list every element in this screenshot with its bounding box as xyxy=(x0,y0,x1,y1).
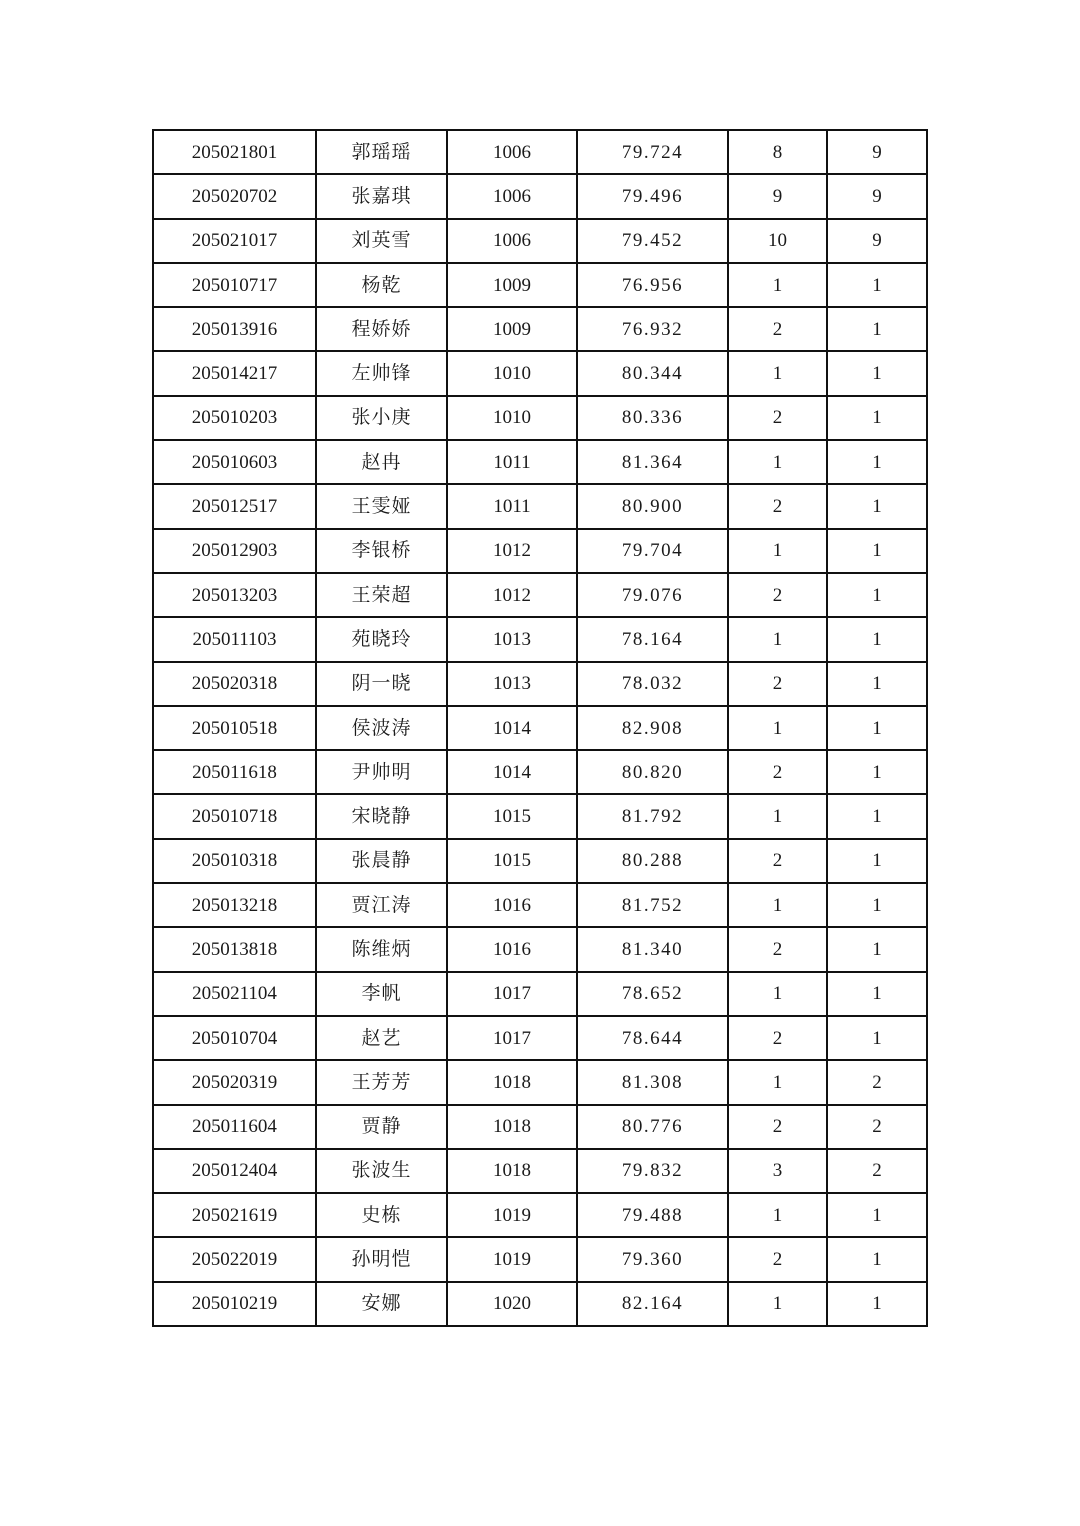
quota-cell: 1 xyxy=(827,1016,927,1060)
quota-cell: 1 xyxy=(827,529,927,573)
candidate-id-cell: 205021104 xyxy=(153,972,316,1016)
table-row xyxy=(153,573,927,617)
quota-cell: 1 xyxy=(827,617,927,661)
candidate-name-cell: 苑晓玲 xyxy=(316,617,447,661)
candidate-name-cell: 张嘉琪 xyxy=(316,174,447,218)
score-cell: 76.932 xyxy=(577,307,728,351)
table-row xyxy=(153,927,927,971)
position-code-cell: 1020 xyxy=(447,1282,577,1326)
candidate-id-cell: 205010704 xyxy=(153,1016,316,1060)
table-row xyxy=(153,351,927,395)
rank-cell: 1 xyxy=(728,794,827,838)
score-cell: 80.820 xyxy=(577,750,728,794)
rank-cell: 1 xyxy=(728,529,827,573)
candidate-name-cell: 贾静 xyxy=(316,1105,447,1149)
score-cell: 79.452 xyxy=(577,219,728,263)
candidate-id-cell: 205011103 xyxy=(153,617,316,661)
table-row xyxy=(153,396,927,440)
position-code-cell: 1006 xyxy=(447,174,577,218)
candidate-id-cell: 205013916 xyxy=(153,307,316,351)
table-row xyxy=(153,794,927,838)
score-cell: 80.900 xyxy=(577,484,728,528)
candidate-name-cell: 阴一晓 xyxy=(316,662,447,706)
position-code-cell: 1018 xyxy=(447,1149,577,1193)
quota-cell: 1 xyxy=(827,263,927,307)
rank-cell: 1 xyxy=(728,1193,827,1237)
score-cell: 82.164 xyxy=(577,1282,728,1326)
position-code-cell: 1010 xyxy=(447,396,577,440)
quota-cell: 1 xyxy=(827,307,927,351)
candidate-name-cell: 安娜 xyxy=(316,1282,447,1326)
score-cell: 82.908 xyxy=(577,706,728,750)
rank-cell: 10 xyxy=(728,219,827,263)
quota-cell: 1 xyxy=(827,706,927,750)
quota-cell: 9 xyxy=(827,174,927,218)
candidate-name-cell: 王荣超 xyxy=(316,573,447,617)
table-row xyxy=(153,440,927,484)
position-code-cell: 1016 xyxy=(447,927,577,971)
rank-cell: 2 xyxy=(728,1016,827,1060)
rank-cell: 1 xyxy=(728,1060,827,1104)
score-cell: 78.652 xyxy=(577,972,728,1016)
position-code-cell: 1010 xyxy=(447,351,577,395)
candidate-name-cell: 刘英雪 xyxy=(316,219,447,263)
table-row xyxy=(153,617,927,661)
table-body xyxy=(153,130,927,1326)
candidate-id-cell: 205013818 xyxy=(153,927,316,971)
table-row xyxy=(153,972,927,1016)
rank-cell: 2 xyxy=(728,662,827,706)
quota-cell: 1 xyxy=(827,396,927,440)
position-code-cell: 1009 xyxy=(447,307,577,351)
rank-cell: 2 xyxy=(728,839,827,883)
candidate-name-cell: 陈维炳 xyxy=(316,927,447,971)
candidate-name-cell: 杨乾 xyxy=(316,263,447,307)
score-cell: 79.724 xyxy=(577,130,728,174)
candidate-name-cell: 赵艺 xyxy=(316,1016,447,1060)
candidate-id-cell: 205020318 xyxy=(153,662,316,706)
quota-cell: 1 xyxy=(827,1282,927,1326)
position-code-cell: 1009 xyxy=(447,263,577,307)
position-code-cell: 1019 xyxy=(447,1193,577,1237)
rank-cell: 2 xyxy=(728,927,827,971)
candidate-id-cell: 205012404 xyxy=(153,1149,316,1193)
candidate-name-cell: 左帅锋 xyxy=(316,351,447,395)
score-cell: 80.336 xyxy=(577,396,728,440)
position-code-cell: 1016 xyxy=(447,883,577,927)
score-cell: 81.752 xyxy=(577,883,728,927)
table-row xyxy=(153,529,927,573)
candidate-name-cell: 孙明恺 xyxy=(316,1237,447,1281)
quota-cell: 1 xyxy=(827,972,927,1016)
score-cell: 80.288 xyxy=(577,839,728,883)
rank-cell: 2 xyxy=(728,750,827,794)
rank-cell: 2 xyxy=(728,1237,827,1281)
score-cell: 79.496 xyxy=(577,174,728,218)
score-cell: 81.308 xyxy=(577,1060,728,1104)
candidate-name-cell: 宋晓静 xyxy=(316,794,447,838)
quota-cell: 1 xyxy=(827,883,927,927)
table-row xyxy=(153,130,927,174)
position-code-cell: 1012 xyxy=(447,573,577,617)
quota-cell: 1 xyxy=(827,1237,927,1281)
score-cell: 79.832 xyxy=(577,1149,728,1193)
position-code-cell: 1006 xyxy=(447,130,577,174)
quota-cell: 2 xyxy=(827,1105,927,1149)
quota-cell: 1 xyxy=(827,440,927,484)
table-row xyxy=(153,263,927,307)
table-row xyxy=(153,1060,927,1104)
position-code-cell: 1011 xyxy=(447,484,577,528)
position-code-cell: 1014 xyxy=(447,750,577,794)
rank-cell: 1 xyxy=(728,263,827,307)
rank-cell: 1 xyxy=(728,706,827,750)
candidate-id-cell: 205014217 xyxy=(153,351,316,395)
position-code-cell: 1019 xyxy=(447,1237,577,1281)
candidate-id-cell: 205021801 xyxy=(153,130,316,174)
candidate-name-cell: 李帆 xyxy=(316,972,447,1016)
quota-cell: 1 xyxy=(827,839,927,883)
candidate-name-cell: 尹帅明 xyxy=(316,750,447,794)
table-row xyxy=(153,662,927,706)
score-cell: 81.340 xyxy=(577,927,728,971)
table-row xyxy=(153,1237,927,1281)
quota-cell: 1 xyxy=(827,662,927,706)
score-cell: 78.164 xyxy=(577,617,728,661)
candidate-id-cell: 205010318 xyxy=(153,839,316,883)
position-code-cell: 1017 xyxy=(447,972,577,1016)
position-code-cell: 1014 xyxy=(447,706,577,750)
score-cell: 78.644 xyxy=(577,1016,728,1060)
rank-cell: 3 xyxy=(728,1149,827,1193)
candidate-id-cell: 205010603 xyxy=(153,440,316,484)
table-row xyxy=(153,219,927,263)
table-row xyxy=(153,883,927,927)
table-row xyxy=(153,1193,927,1237)
rank-cell: 1 xyxy=(728,972,827,1016)
score-cell: 79.076 xyxy=(577,573,728,617)
candidate-name-cell: 史栋 xyxy=(316,1193,447,1237)
score-cell: 78.032 xyxy=(577,662,728,706)
candidate-name-cell: 李银桥 xyxy=(316,529,447,573)
candidate-name-cell: 郭瑶瑶 xyxy=(316,130,447,174)
rank-cell: 2 xyxy=(728,484,827,528)
candidate-id-cell: 205020319 xyxy=(153,1060,316,1104)
candidate-id-cell: 205011618 xyxy=(153,750,316,794)
quota-cell: 2 xyxy=(827,1149,927,1193)
candidate-id-cell: 205010203 xyxy=(153,396,316,440)
rank-cell: 2 xyxy=(728,573,827,617)
score-cell: 81.364 xyxy=(577,440,728,484)
table-row xyxy=(153,174,927,218)
position-code-cell: 1018 xyxy=(447,1060,577,1104)
rank-cell: 2 xyxy=(728,396,827,440)
rank-cell: 2 xyxy=(728,1105,827,1149)
rank-cell: 8 xyxy=(728,130,827,174)
position-code-cell: 1015 xyxy=(447,794,577,838)
candidate-id-cell: 205022019 xyxy=(153,1237,316,1281)
score-cell: 79.704 xyxy=(577,529,728,573)
table-row xyxy=(153,1105,927,1149)
candidate-name-cell: 王雯娅 xyxy=(316,484,447,528)
candidate-id-cell: 205020702 xyxy=(153,174,316,218)
rank-cell: 1 xyxy=(728,1282,827,1326)
candidate-id-cell: 205010718 xyxy=(153,794,316,838)
table-row xyxy=(153,484,927,528)
table-row xyxy=(153,706,927,750)
quota-cell: 9 xyxy=(827,219,927,263)
rank-cell: 9 xyxy=(728,174,827,218)
table-row xyxy=(153,839,927,883)
candidate-id-cell: 205011604 xyxy=(153,1105,316,1149)
rank-cell: 2 xyxy=(728,307,827,351)
score-cell: 80.344 xyxy=(577,351,728,395)
quota-cell: 1 xyxy=(827,484,927,528)
score-cell: 80.776 xyxy=(577,1105,728,1149)
score-cell: 81.792 xyxy=(577,794,728,838)
quota-cell: 1 xyxy=(827,351,927,395)
table-row xyxy=(153,1016,927,1060)
score-table xyxy=(152,129,928,1327)
candidate-id-cell: 205010518 xyxy=(153,706,316,750)
candidate-id-cell: 205013218 xyxy=(153,883,316,927)
candidate-id-cell: 205010717 xyxy=(153,263,316,307)
score-cell: 79.360 xyxy=(577,1237,728,1281)
candidate-id-cell: 205010219 xyxy=(153,1282,316,1326)
candidate-id-cell: 205021619 xyxy=(153,1193,316,1237)
candidate-name-cell: 王芳芳 xyxy=(316,1060,447,1104)
quota-cell: 9 xyxy=(827,130,927,174)
table-row xyxy=(153,1149,927,1193)
position-code-cell: 1017 xyxy=(447,1016,577,1060)
rank-cell: 1 xyxy=(728,440,827,484)
rank-cell: 1 xyxy=(728,351,827,395)
table-row xyxy=(153,750,927,794)
candidate-name-cell: 侯波涛 xyxy=(316,706,447,750)
quota-cell: 1 xyxy=(827,573,927,617)
quota-cell: 2 xyxy=(827,1060,927,1104)
table-row xyxy=(153,307,927,351)
candidate-id-cell: 205012903 xyxy=(153,529,316,573)
quota-cell: 1 xyxy=(827,794,927,838)
candidate-id-cell: 205013203 xyxy=(153,573,316,617)
candidate-name-cell: 赵冉 xyxy=(316,440,447,484)
rank-cell: 1 xyxy=(728,617,827,661)
candidate-id-cell: 205012517 xyxy=(153,484,316,528)
position-code-cell: 1013 xyxy=(447,662,577,706)
position-code-cell: 1013 xyxy=(447,617,577,661)
position-code-cell: 1015 xyxy=(447,839,577,883)
candidate-name-cell: 张晨静 xyxy=(316,839,447,883)
candidate-id-cell: 205021017 xyxy=(153,219,316,263)
candidate-name-cell: 贾江涛 xyxy=(316,883,447,927)
candidate-name-cell: 张小庚 xyxy=(316,396,447,440)
position-code-cell: 1006 xyxy=(447,219,577,263)
candidate-name-cell: 张波生 xyxy=(316,1149,447,1193)
position-code-cell: 1011 xyxy=(447,440,577,484)
quota-cell: 1 xyxy=(827,1193,927,1237)
table-row xyxy=(153,1282,927,1326)
position-code-cell: 1018 xyxy=(447,1105,577,1149)
candidate-name-cell: 程娇娇 xyxy=(316,307,447,351)
position-code-cell: 1012 xyxy=(447,529,577,573)
quota-cell: 1 xyxy=(827,927,927,971)
quota-cell: 1 xyxy=(827,750,927,794)
score-cell: 76.956 xyxy=(577,263,728,307)
rank-cell: 1 xyxy=(728,883,827,927)
score-cell: 79.488 xyxy=(577,1193,728,1237)
